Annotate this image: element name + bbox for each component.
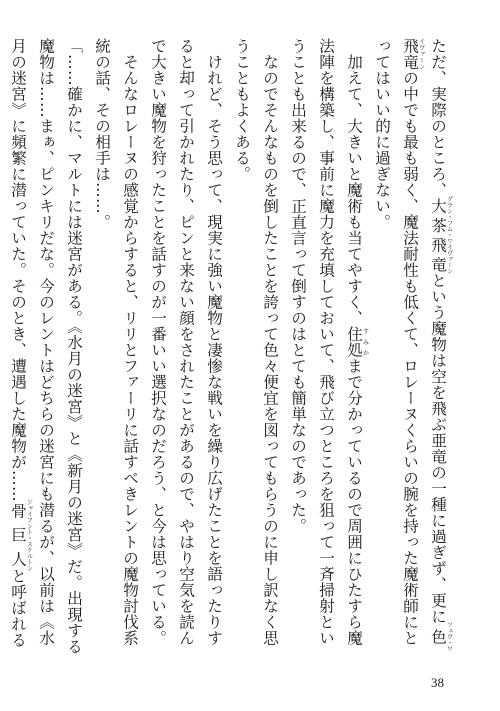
paragraph — [0, 38, 88, 656]
text-run: の中でも最も弱く、魔法耐性も低くて、ロレーヌくらいの腕を持った魔術師にとってはいい的に過ぎない。 — [373, 38, 419, 646]
ruby-base: 大茶飛竜 — [429, 196, 447, 275]
paragraph — [368, 38, 452, 656]
paragraph — [284, 38, 368, 656]
ruby-text: すみか — [361, 325, 369, 358]
ruby-annotated-word — [429, 196, 453, 275]
ruby-text: グラン・フム・ワイヴァーン — [445, 196, 453, 275]
text-run: ただ、実際のところ、 — [429, 38, 447, 198]
body-text — [0, 38, 452, 656]
text-run: 「……確かに、マルトには迷宮がある。《水月の迷宮》と《新月の迷宮》だ。出現する魔物は……まぁ、ピンキリだな。今のレントはどちらの迷宮にも潜るが、以前は《水月の迷宮》に頻繁に潜っていた。そのとき、遭遇した魔物が…… — [9, 38, 83, 655]
ruby-text: ジャイアント・スケルトン — [25, 499, 33, 571]
text-run: と呼ばれる — [9, 568, 27, 648]
text-run: まで分かっているので周囲にひたすら魔法陣を構築し、事前に魔力を充填しておいて、飛び立つところを狙って一斉掃射ということも出来るので、正直言って倒すのはとても簡単なのであった。 — [289, 38, 363, 646]
ruby-annotated-word — [9, 499, 33, 571]
text-run: なのでそんなものを倒したことを誇って色々便宜を図ってもらうのに申し訳なく思うこともよくある。 — [233, 38, 279, 646]
text-run: そんなロレーヌの感覚からすると、リリとファーリに話すべきレントの魔物討伐系統の話、その相手は……。 — [93, 38, 139, 646]
text-run: 加えて、大きいと魔術も当てやすく、 — [345, 53, 363, 326]
paragraph — [144, 38, 228, 656]
ruby-base: 骨巨人 — [9, 499, 27, 571]
ruby-base: 住処 — [345, 325, 363, 358]
ruby-annotated-word — [345, 325, 369, 358]
ruby-text: ツェヴ・ワイヴァーン — [417, 38, 453, 652]
paragraph — [88, 38, 144, 656]
text-run: けれど、そう思って、現実に強い魔物と凄惨な戦いを繰り広げたことを語ったりすると却って引かれたり、ピンと来ない顔をされたことがあるので、やはり空気を読んで大きい魔物を狩ったことを話すのが一番いい選択なのだろう、と今は思っている。 — [149, 38, 223, 646]
ruby-base: 色飛竜 — [401, 38, 447, 652]
page-number: 38 — [431, 675, 444, 690]
text-run: という魔物は空を飛ぶ亜竜の一種に過ぎず、更に — [429, 272, 447, 625]
paragraph — [228, 38, 284, 656]
